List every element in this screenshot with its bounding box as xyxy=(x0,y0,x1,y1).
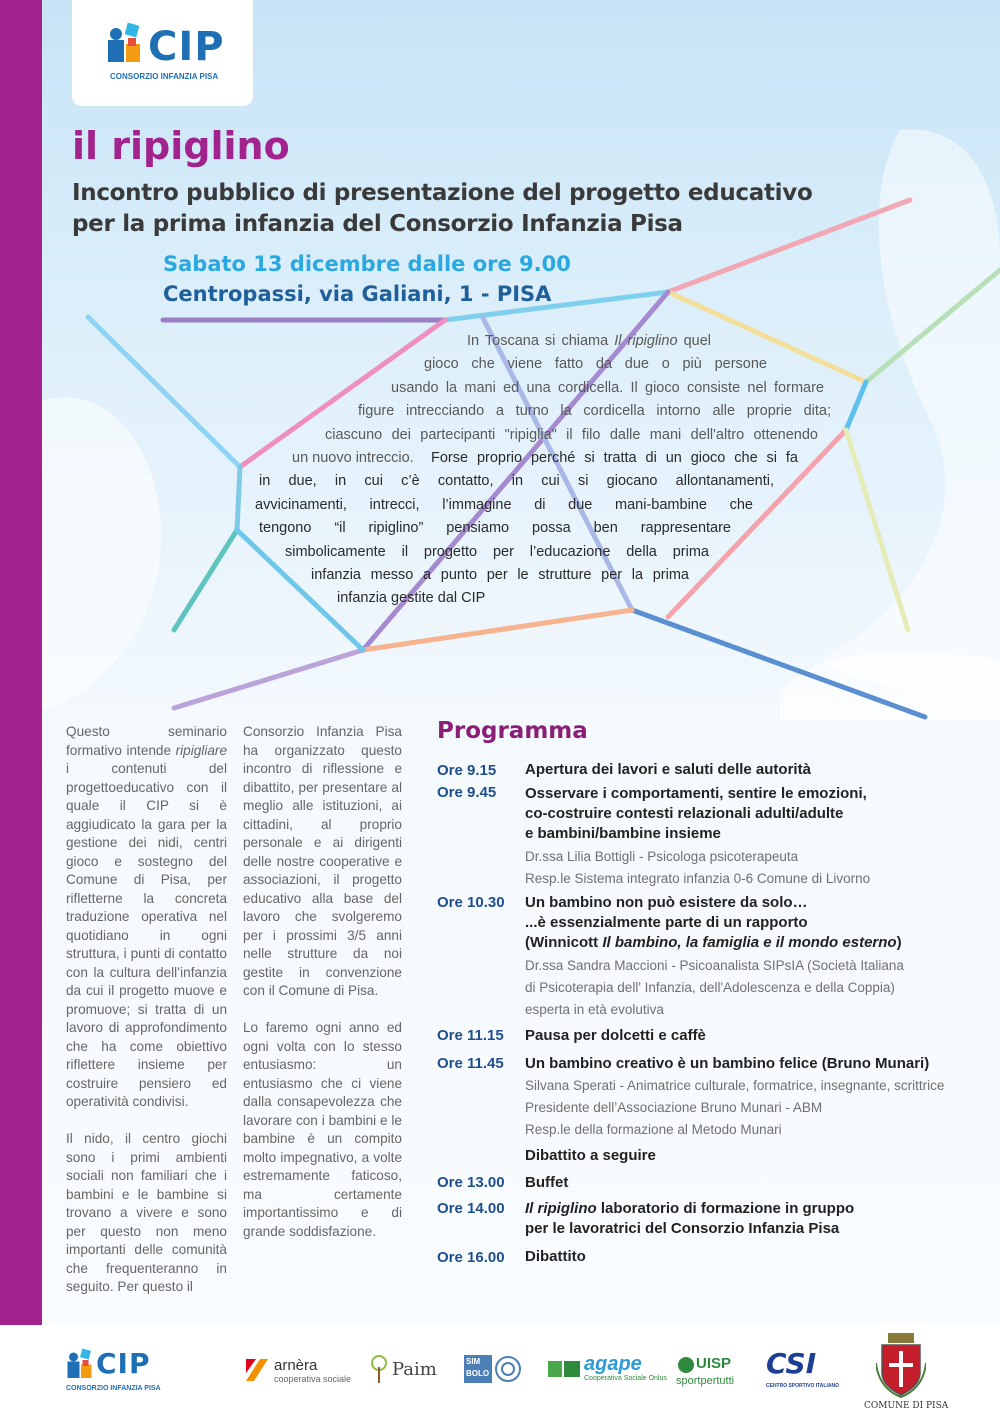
intro-line: In Toscana si chiama Il ripiglino quel xyxy=(467,333,711,349)
cloud-shape-left xyxy=(42,397,161,710)
programma-speaker: esperta in età evolutiva xyxy=(525,1002,664,1017)
intro-line: in due, in cui c’è contatto, in cui si giocano allontanamenti, xyxy=(259,473,774,490)
intro-line: infanzia messo a punto per le strutture per la prima xyxy=(311,567,689,583)
sponsor-paim-logo[interactable] xyxy=(368,1355,442,1387)
programma-time: Ore 11.15 xyxy=(437,1027,504,1044)
programma-item-title: Il ripiglino laboratorio di formazione in gruppo xyxy=(525,1200,855,1217)
programma-item-title: e bambini/bambine insieme xyxy=(525,825,721,842)
intro-line: figure intrecciando a turno la cordicella intorno alle proprie dita; xyxy=(358,403,831,420)
programma-item-title: Apertura dei lavori e saluti delle autorità xyxy=(525,761,811,778)
programma-time: Ore 13.00 xyxy=(437,1174,505,1191)
sponsor-uisp-subtitle: sportpertutti xyxy=(676,1375,735,1387)
sponsor-simbolo-text: BOLO xyxy=(466,1369,490,1378)
programma-speaker: Presidente dell’Associazione Bruno Munari - ABM xyxy=(525,1100,823,1115)
cloud-shape-right xyxy=(820,129,1000,700)
sponsor-arnera-text: arnèra xyxy=(274,1357,318,1374)
sponsor-simbolo-text: SIM xyxy=(466,1357,481,1366)
sponsor-comune-pisa-logo[interactable] xyxy=(862,1333,949,1413)
sponsor-paim-text: Paim xyxy=(392,1359,437,1380)
programma-heading: Programma xyxy=(437,718,588,744)
sponsor-agape-subtitle: Cooperativa Sociale Onlus xyxy=(584,1375,667,1382)
arnera-mark-icon xyxy=(246,1359,268,1381)
programma-time: Ore 10.30 xyxy=(437,894,505,911)
cip-logo-subtitle: CONSORZIO INFANZIA PISA xyxy=(110,72,219,81)
sponsor-agape-logo[interactable] xyxy=(548,1353,667,1387)
sponsor-uisp-logo[interactable] xyxy=(676,1355,746,1391)
subtitle-line-2: per la prima infanzia del Consorzio Infanzia Pisa xyxy=(72,211,683,237)
programma-speaker: Dr.ssa Lilia Bottigli - Psicologa psicoterapeuta xyxy=(525,849,799,864)
programma-time: Ore 9.45 xyxy=(437,784,497,801)
body-paragraph: Consorzio Infanzia Pisa ha organizzato questo incontro di riflessione e dibattito, per presentare al meglio alle istituzioni, ai cittadini, al proprio personale e ai dirigenti delle nostre cooperative e associazioni, il progetto educativo alla base del lavoro che svolgeremo per i prossimi 3/5 anni nelle strutture da noi gestite in convenzione con il Comune di Pisa. xyxy=(243,724,402,998)
programma-item-title: per le lavoratrici del Consorzio Infanzia Pisa xyxy=(525,1220,840,1237)
body-column-2 xyxy=(243,723,402,1260)
programma-item-title: Osservare i comportamenti, sentire le emozioni, xyxy=(525,785,867,802)
sponsor-cip-subtitle: CONSORZIO INFANZIA PISA xyxy=(66,1385,161,1392)
programma-item-title: (Winnicott Il bambino, la famiglia e il mondo esterno) xyxy=(525,934,902,951)
programma-time: Ore 11.45 xyxy=(437,1055,504,1072)
puzzle-icon xyxy=(548,1357,582,1381)
body-paragraph: Lo faremo ogni anno ed ogni volta con lo stesso entusiasmo: un entusiasmo che ci viene dalla consapevolezza che lavorare con i bambini e le bambine è un compito molto impegnativo, a volte estremamente faticoso, ma certamente importantissimo e di grande soddisfazione. xyxy=(243,1020,402,1239)
sponsor-csi-logo[interactable] xyxy=(766,1347,839,1395)
programma-time: Ore 14.00 xyxy=(437,1200,505,1217)
event-date: Sabato 13 dicembre dalle ore 9.00 xyxy=(163,252,571,276)
tree-icon xyxy=(368,1355,390,1383)
sponsor-simbolo-logo[interactable] xyxy=(464,1355,524,1385)
sponsor-csi-subtitle: CENTRO SPORTIVO ITALIANO xyxy=(766,1383,839,1389)
sponsor-cip-logo[interactable] xyxy=(66,1343,166,1395)
body-paragraph: Il nido, il centro giochi sono i primi ambienti sociali non familiari che i bambini e le bambine si trovano a vivere e sono per questo non meno importanti delle comunità che frequenteranno in seguito. Per questo il xyxy=(66,1131,227,1294)
intro-line: avvicinamenti, intrecci, l’immagine di due mani-bambine che xyxy=(255,496,753,513)
intro-line: Forse proprio perché si tratta di un gioco che si fa xyxy=(431,450,798,466)
sponsor-agape-text: agape xyxy=(584,1353,642,1375)
programma-item-title: ...è essenzialmente parte di un rapporto xyxy=(525,914,808,931)
intro-line: infanzia gestite dal CIP xyxy=(337,590,486,607)
programma-time: Ore 9.15 xyxy=(437,762,497,779)
intro-line: ciascuno dei partecipanti "ripiglia" il filo dalle mani dell'altro ottenendo xyxy=(325,426,818,443)
cloud-shape-bottom-right xyxy=(780,652,1000,720)
subtitle-line-1: Incontro pubblico di presentazione del progetto educativo xyxy=(72,180,813,206)
circles-icon xyxy=(494,1355,522,1383)
children-blocks-icon xyxy=(106,18,146,66)
sponsor-arnera-subtitle: cooperativa sociale xyxy=(274,1374,352,1384)
coat-of-arms-icon xyxy=(876,1333,926,1399)
sponsor-comune-text: COMUNE DI PISA xyxy=(864,1401,949,1411)
intro-line: usando la mani ed una cordicella. Il gioco consiste nel formare xyxy=(391,379,824,396)
sponsor-footer xyxy=(0,1325,1000,1415)
intro-line: un nuovo intreccio. xyxy=(292,450,414,466)
programma-item-title: Dibattito a seguire xyxy=(525,1147,656,1164)
programma-speaker: di Psicoterapia dell' Infanzia, dell'Adolescenza e della Coppia) xyxy=(525,980,895,995)
programma-item-title: Un bambino creativo è un bambino felice (Bruno Munari) xyxy=(525,1055,930,1072)
programma-speaker: Silvana Sperati - Animatrice culturale, formatrice, insegnante, scrittrice xyxy=(525,1078,945,1093)
intro-line: simbolicamente il progetto per l’educazione della prima xyxy=(285,543,709,560)
programma-item-title: Pausa per dolcetti e caffè xyxy=(525,1027,706,1044)
programma-speaker: Resp.le della formazione al Metodo Munari xyxy=(525,1122,782,1137)
programma-time: Ore 16.00 xyxy=(437,1249,505,1266)
programma-speaker: Resp.le Sistema integrato infanzia 0-6 Comune di Livorno xyxy=(525,871,871,886)
children-blocks-icon xyxy=(66,1345,96,1381)
programma-item-title: Dibattito xyxy=(525,1248,586,1265)
programma-item-title: Buffet xyxy=(525,1174,569,1191)
sponsor-cip-text: CIP xyxy=(96,1347,151,1380)
page-title: il ripiglino xyxy=(72,124,290,168)
sponsor-arnera-logo[interactable] xyxy=(246,1355,356,1387)
body-paragraph: Questo seminario formativo intende ripigliare i contenuti del progettoeducativo con il quale il CIP si è aggiudicato la gara per la gestione dei nidi, centri gioco e sostegno del Comune di Pisa, per rifletterne la concreta traduzione operativa nel quotidiano in ogni struttura, i punti di contatto con la cultura dell’infanzia da cui il progetto muove e promuove; si tratta di un lavoro di approfondimento che ha come obiettivo riflettere insieme per costruire pensiero ed operatività condivisi. xyxy=(66,724,227,1109)
programma-item-title: Un bambino non può esistere da solo… xyxy=(525,894,808,911)
programma-speaker: Dr.ssa Sandra Maccioni - Psicoanalista SIPsIA (Società Italiana xyxy=(525,958,904,973)
intro-line: tengono “il ripiglino” pensiamo possa ben rappresentare xyxy=(259,520,731,537)
body-column-1 xyxy=(66,723,227,1315)
cip-logo[interactable] xyxy=(72,0,253,106)
cip-logo-text: CIP xyxy=(148,24,225,70)
uisp-mark-icon xyxy=(676,1355,696,1375)
sponsor-csi-text: CSI xyxy=(766,1347,817,1380)
intro-line: gioco che viene fatto da due o più persone xyxy=(424,356,767,373)
sponsor-uisp-text: UISP xyxy=(696,1355,732,1372)
programma-item-title: co-costruire contesti relazionali adulti/adulte xyxy=(525,805,844,822)
event-place: Centropassi, via Galiani, 1 - PISA xyxy=(163,282,552,306)
